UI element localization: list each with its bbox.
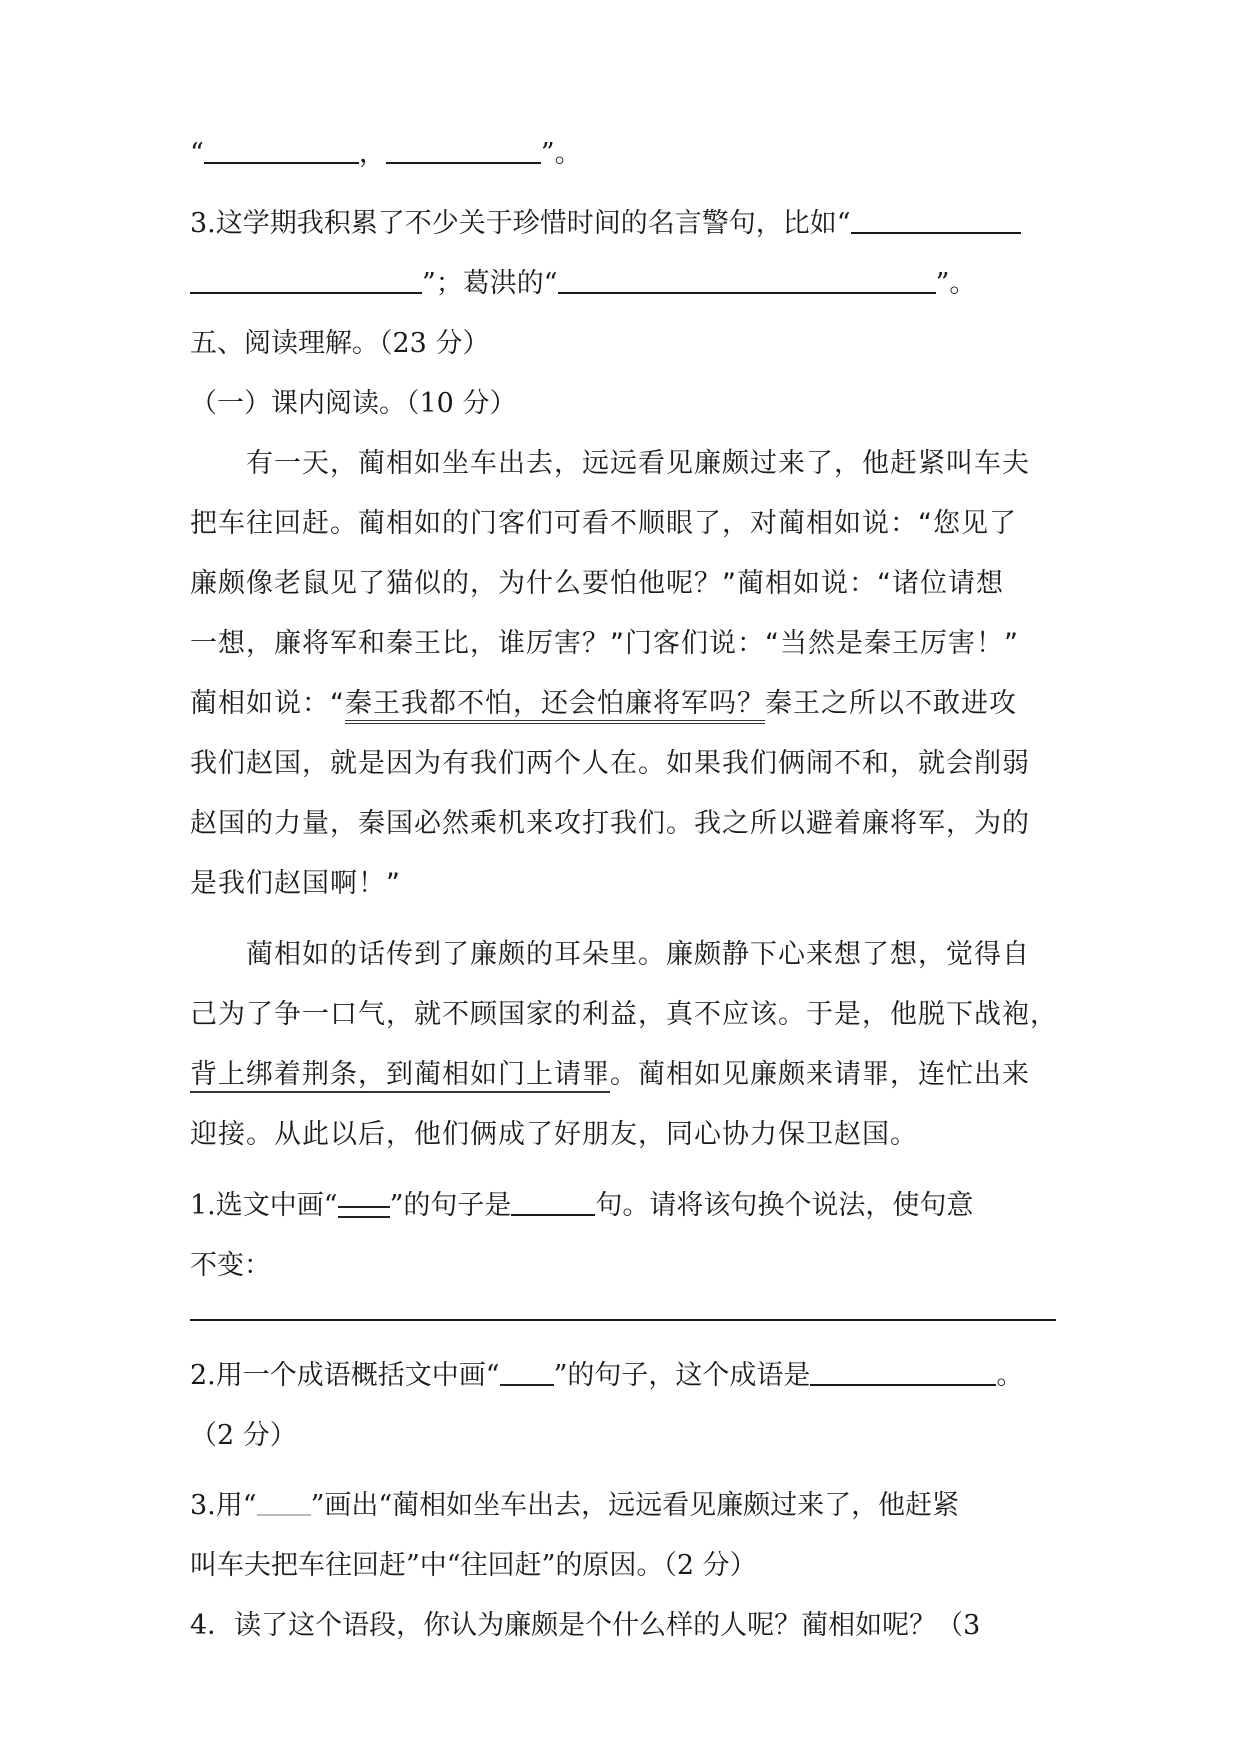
section-title: 五、阅读理解。（23 分） (190, 328, 490, 359)
passage-line: 是我们赵国啊！” (190, 868, 401, 899)
passage-line: 廉颇像老鼠见了猫似的，为什么要怕他呢？”蔺相如说：“诸位请想 (190, 568, 1004, 599)
question-text: ”的句子是 (389, 1190, 512, 1221)
passage-text: 蔺相如说：“ (190, 688, 345, 719)
double-line-mark (338, 1206, 390, 1218)
answer-line[interactable] (190, 1319, 1056, 1321)
single-line-mark (500, 1384, 554, 1386)
passage-line: 己为了争一口气，就不顾国家的利益，真不应该。于是，他脱下战袍， (190, 999, 1058, 1030)
passage-line: 一想，廉将军和秦王比，谁厉害？”门客们说：“当然是秦王厉害！” (190, 628, 1019, 659)
question-4: 4．读了这个语段，你认为廉颇是个什么样的人呢？蔺相如呢？（3 (190, 1610, 981, 1641)
passage-line: 有一天，蔺相如坐车出去，远远看见廉颇过来了，他赶紧叫车夫 (246, 448, 1030, 479)
quote-question-text: 3.这学期我积累了不少关于珍惜时间的名言警句，比如“ (190, 208, 851, 239)
question-3 (190, 1486, 959, 1526)
answer-blank-2[interactable] (386, 134, 541, 164)
question-text: 。 (996, 1360, 1024, 1391)
quote-question-line2 (190, 264, 976, 304)
open-quote: “ (190, 138, 204, 169)
passage-line: 我们赵国，就是因为有我们两个人在。如果我们俩闹不和，就会削弱 (190, 748, 1030, 779)
underlined-sentence: 背上绑着荆条，到蔺相如门上请罪 (190, 1059, 610, 1093)
question-text: 1.选文中画“ (190, 1190, 338, 1221)
passage-text: 。蔺相如见廉颇来请罪，连忙出来 (610, 1059, 1030, 1090)
answer-blank-6[interactable] (511, 1186, 595, 1216)
question-text: 3.用“ (190, 1490, 257, 1521)
question-text: ”的句子，这个成语是 (553, 1360, 811, 1391)
answer-blank-7[interactable] (810, 1356, 996, 1386)
passage-line: 赵国的力量，秦国必然乘机来攻打我们。我之所以避着廉将军，为的 (190, 808, 1030, 839)
close-quote-2: ”。 (935, 268, 977, 299)
passage-line: 迎接。从此以后，他们俩成了好朋友，同心协力保卫赵国。 (190, 1119, 918, 1150)
passage-text: 秦王之所以不敢进攻 (765, 688, 1017, 719)
comma: ， (358, 138, 386, 169)
answer-blank-1[interactable] (204, 134, 359, 164)
double-underlined-sentence: 秦王我都不怕，还会怕廉将军吗？ (345, 688, 765, 724)
close-quote: ”。 (540, 138, 582, 169)
top-fill-line (190, 134, 582, 174)
quote-question-line1 (190, 204, 1021, 244)
question-3-cont: 叫车夫把车往回赶”中“往回赶”的原因。（2 分） (190, 1550, 757, 1581)
question-text: 2.用一个成语概括文中画“ (190, 1360, 500, 1391)
question-1 (190, 1186, 973, 1226)
subsection-title: （一）课内阅读。（10 分） (190, 388, 517, 419)
passage-line (190, 684, 1017, 724)
question-text: ”画出“蔺相如坐车出去，远远看见廉颇过来了，他赶紧 (310, 1490, 960, 1521)
passage-line (190, 1055, 1030, 1095)
passage-line: 蔺相如的话传到了廉颇的耳朵里。廉颇静下心来想了想，觉得自 (246, 939, 1030, 970)
question-2 (190, 1356, 1023, 1396)
question-1-cont: 不变： (190, 1250, 271, 1281)
answer-blank-3[interactable] (851, 204, 1021, 234)
answer-blank-5[interactable] (558, 264, 936, 294)
question-2-points: （2 分） (190, 1420, 297, 1451)
passage-line: 把车往回赶。蔺相如的门客们可看不顺眼了，对蔺相如说：“您见了 (190, 508, 1017, 539)
answer-blank-4[interactable] (190, 264, 422, 294)
question-text: 句。请将该句换个说法，使句意 (595, 1190, 974, 1221)
light-line-mark (257, 1514, 311, 1516)
gehong-label: ”；葛洪的“ (422, 268, 558, 299)
